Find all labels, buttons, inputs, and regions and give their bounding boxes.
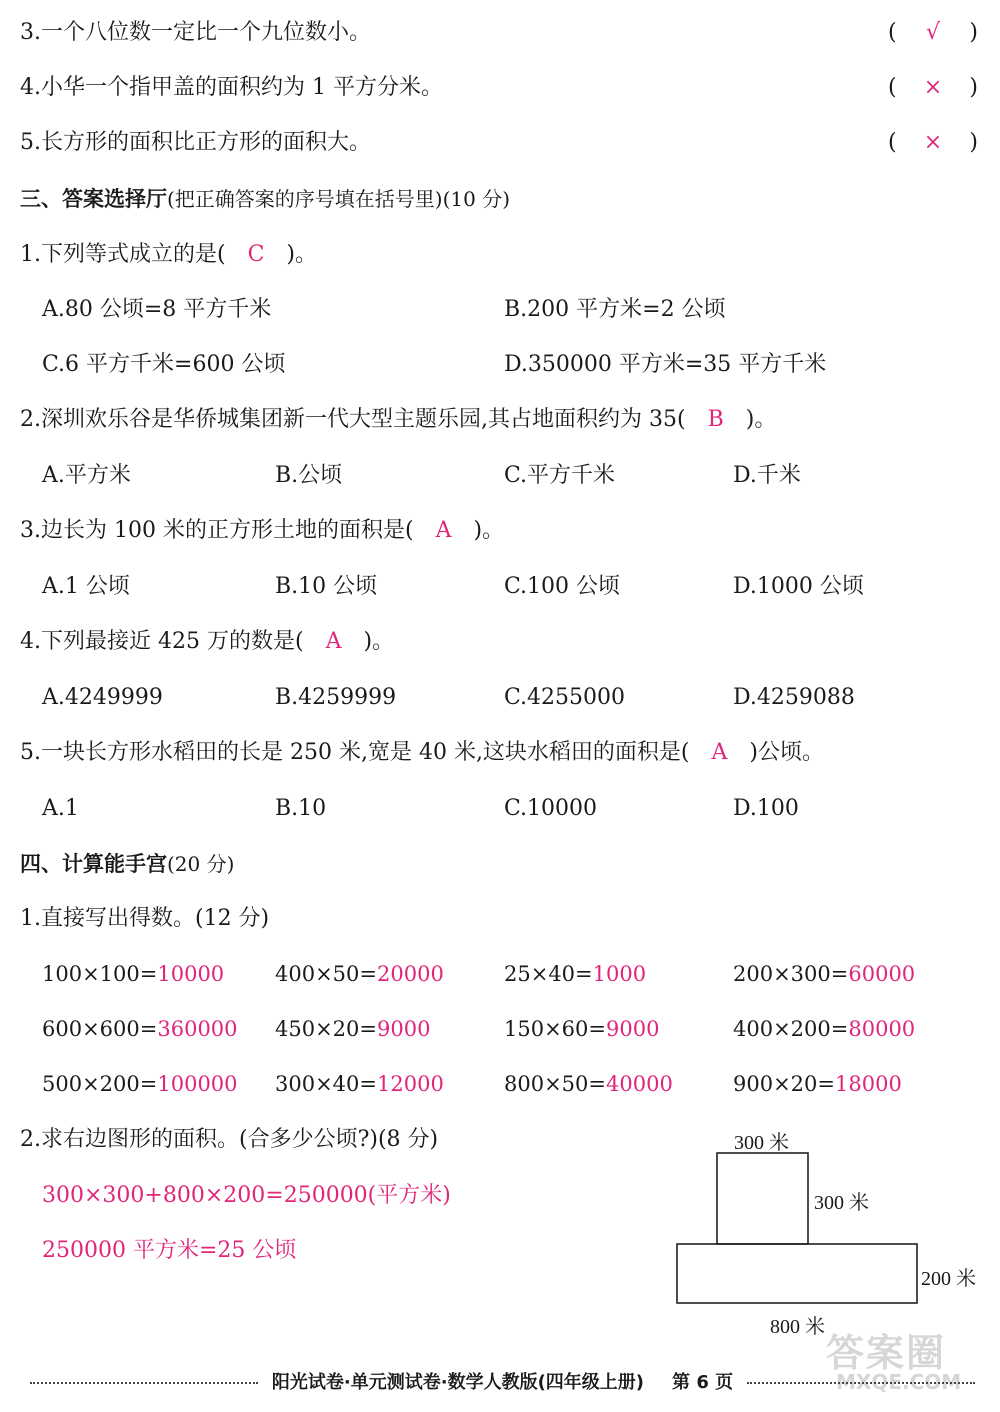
calc-item: 450×20=9000 bbox=[275, 1017, 431, 1041]
calc-item: 150×60=9000 bbox=[504, 1017, 660, 1041]
choice-question-4: 4.下列最接近 425 万的数是( A )。 bbox=[20, 627, 394, 657]
judge-question-5: 5.长方形的面积比正方形的面积大。 bbox=[20, 130, 371, 155]
label-top-width: 300 米 bbox=[734, 1132, 789, 1154]
footer-title: 阳光试卷·单元测试卷·数学人教版(四年级上册) bbox=[271, 1372, 645, 1393]
label-bottom-height: 200 米 bbox=[921, 1268, 976, 1290]
answer-letter: A bbox=[435, 518, 452, 543]
label-bottom-width: 800 米 bbox=[770, 1316, 825, 1338]
calc-item: 100×100=10000 bbox=[42, 962, 225, 986]
rectangle-shape bbox=[677, 1244, 917, 1303]
option-a: A.平方米 bbox=[42, 463, 131, 488]
option-a: A.80 公顷=8 平方千米 bbox=[42, 297, 272, 322]
option-b: B.4259999 bbox=[275, 685, 397, 710]
calc-item: 400×50=20000 bbox=[275, 962, 444, 986]
calc-item: 900×20=18000 bbox=[733, 1072, 902, 1096]
option-b: B.公顷 bbox=[275, 463, 343, 488]
calc-item: 400×200=80000 bbox=[733, 1017, 916, 1041]
footer-dotted-line-right bbox=[747, 1382, 975, 1384]
choice-question-2: 2.深圳欢乐谷是华侨城集团新一代大型主题乐园,其占地面积约为 35( B )。 bbox=[20, 405, 776, 435]
option-b: B.10 bbox=[275, 796, 327, 821]
choice-question-3: 3.边长为 100 米的正方形土地的面积是( A )。 bbox=[20, 516, 504, 546]
choice-question-1: 1.下列等式成立的是( C )。 bbox=[20, 240, 317, 270]
section-3-note: (把正确答案的序号填在括号里)(10 分) bbox=[167, 187, 511, 211]
answer-letter: C bbox=[247, 242, 265, 267]
section-3-title: 三、答案选择厅 bbox=[20, 187, 167, 211]
label-top-height: 300 米 bbox=[814, 1192, 869, 1214]
check-mark: √ bbox=[925, 20, 941, 45]
calc-item: 300×40=12000 bbox=[275, 1072, 444, 1096]
answer-letter: A bbox=[711, 740, 728, 765]
page-number: 第 6 页 bbox=[672, 1372, 734, 1393]
option-d: D.千米 bbox=[733, 463, 801, 488]
judge-question-4: 4.小华一个指甲盖的面积约为 1 平方分米。 bbox=[20, 75, 443, 100]
calc-subheading: 1.直接写出得数。(12 分) bbox=[20, 906, 270, 931]
watermark-line-1: 答案圈 bbox=[826, 1331, 947, 1375]
section-4-title: 四、计算能手宫 bbox=[20, 852, 167, 876]
option-d: D.4259088 bbox=[733, 685, 855, 710]
answer-letter: B bbox=[707, 407, 724, 432]
composite-shape-figure bbox=[670, 1150, 930, 1310]
calc-item: 200×300=60000 bbox=[733, 962, 916, 986]
calc-item: 600×600=360000 bbox=[42, 1017, 238, 1041]
option-a: A.4249999 bbox=[42, 685, 163, 710]
option-d: D.350000 平方米=35 平方千米 bbox=[504, 352, 827, 377]
cross-mark: × bbox=[923, 75, 943, 100]
area-subheading: 2.求右边图形的面积。(合多少公顷?)(8 分) bbox=[20, 1127, 439, 1152]
solution-line-1: 300×300+800×200=250000(平方米) bbox=[42, 1183, 451, 1208]
section-4-heading bbox=[20, 849, 234, 879]
judge-answer-box-3: ( √ ) bbox=[888, 18, 978, 48]
answer-letter: A bbox=[325, 629, 342, 654]
section-3-heading bbox=[20, 184, 510, 214]
footer-dotted-line-left bbox=[30, 1382, 258, 1384]
section-4-note: (20 分) bbox=[167, 852, 235, 876]
calc-item: 25×40=1000 bbox=[504, 962, 647, 986]
solution-line-2: 250000 平方米=25 公顷 bbox=[42, 1238, 297, 1263]
judge-question-3: 3.一个八位数一定比一个九位数小。 bbox=[20, 20, 371, 45]
judge-answer-box-5: ( × ) bbox=[888, 128, 978, 158]
judge-answer-box-4: ( × ) bbox=[888, 73, 978, 103]
calc-item: 800×50=40000 bbox=[504, 1072, 673, 1096]
watermark-line-2: MXQE.COM bbox=[836, 1370, 962, 1394]
option-c: C.4255000 bbox=[504, 685, 626, 710]
option-d: D.100 bbox=[733, 796, 799, 821]
option-c: C.10000 bbox=[504, 796, 598, 821]
option-b: B.200 平方米=2 公顷 bbox=[504, 297, 726, 322]
option-c: C.6 平方千米=600 公顷 bbox=[42, 352, 286, 377]
option-a: A.1 公顷 bbox=[42, 574, 130, 599]
page-footer bbox=[30, 1368, 975, 1394]
calc-item: 500×200=100000 bbox=[42, 1072, 238, 1096]
option-d: D.1000 公顷 bbox=[733, 574, 864, 599]
square-shape bbox=[717, 1153, 808, 1244]
option-a: A.1 bbox=[42, 796, 79, 821]
option-c: C.100 公顷 bbox=[504, 574, 621, 599]
option-b: B.10 公顷 bbox=[275, 574, 378, 599]
option-c: C.平方千米 bbox=[504, 463, 616, 488]
choice-question-5: 5.一块长方形水稻田的长是 250 米,宽是 40 米,这块水稻田的面积是( A )公顷。 bbox=[20, 738, 824, 768]
cross-mark: × bbox=[923, 130, 943, 155]
